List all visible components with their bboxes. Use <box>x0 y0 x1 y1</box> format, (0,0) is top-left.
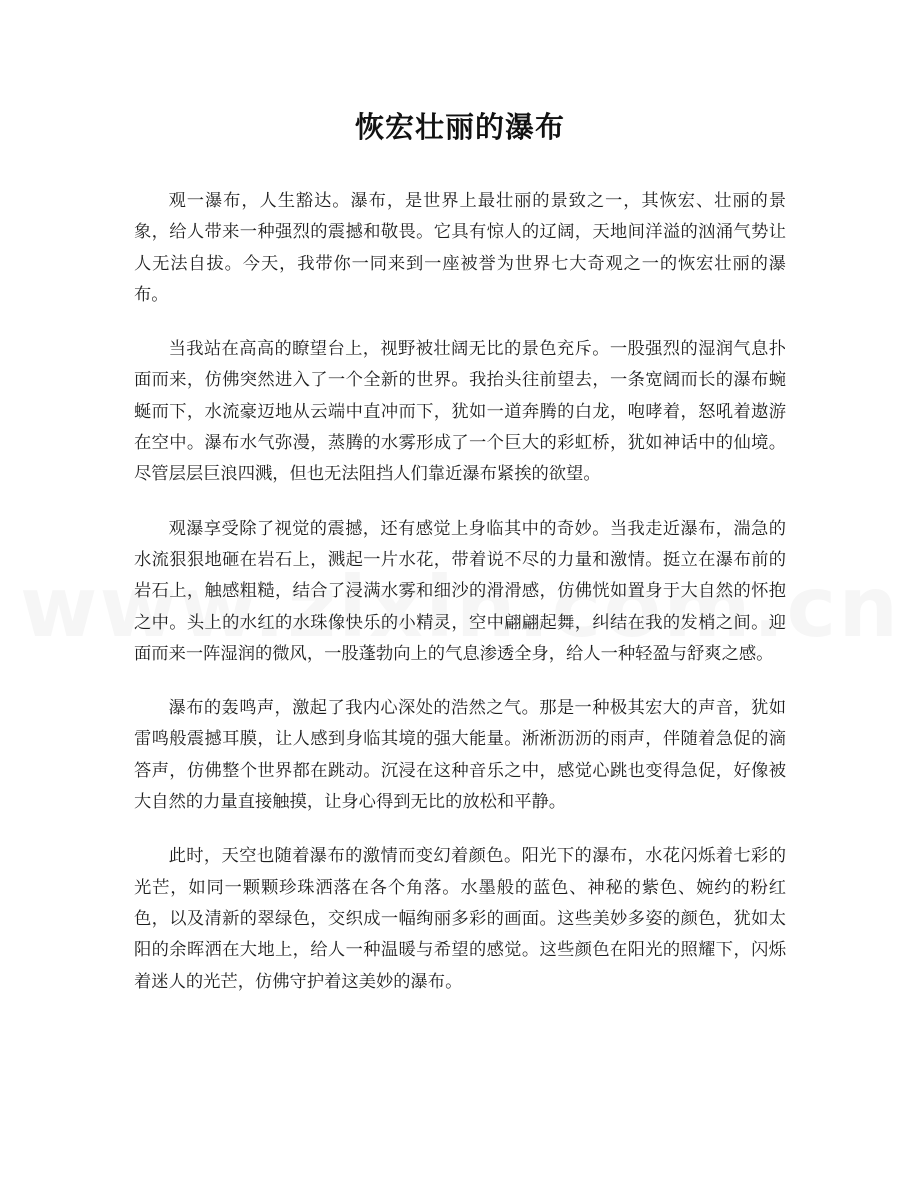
paragraph: 此时，天空也随着瀑布的激情而变幻着颜色。阳光下的瀑布，水花闪烁着七彩的光芒，如同一颗颗珍珠洒落在各个角落。水墨般的蓝色、神秘的紫色、婉约的粉红色，以及清新的翠绿色，交织成一幅绚丽多彩的画面。这些美妙多姿的颜色，犹如太阳的余晖洒在大地上，给人一种温暖与希望的感觉。这些颜色在阳光的照耀下，闪烁着迷人的光芒，仿佛守护着这美妙的瀑布。 <box>134 846 786 992</box>
paragraph: 瀑布的轰鸣声，激起了我内心深处的浩然之气。那是一种极其宏大的声音，犹如雷鸣般震撼耳膜，让人感到身临其境的强大能量。淅淅沥沥的雨声，伴随着急促的滴答声，仿佛整个世界都在跳动。沉浸在这种音乐之中，感觉心跳也变得急促，好像被大自然的力量直接触摸，让身心得到无比的放松和平静。 <box>134 698 786 813</box>
paragraph: 观一瀑布，人生豁达。瀑布，是世界上最壮丽的景致之一，其恢宏、壮丽的景象，给人带来一种强烈的震撼和敬畏。它具有惊人的辽阔，天地间洋溢的汹涌气势让人无法自拔。今天，我带你一同来到一座被誉为世界七大奇观之一的恢宏壮丽的瀑布。 <box>134 191 786 305</box>
document-title: 恢宏壮丽的瀑布 <box>354 110 565 144</box>
paragraph: 当我站在高高的瞭望台上，视野被壮阔无比的景色充斥。一股强烈的湿润气息扑面而来，仿佛突然进入了一个全新的世界。我抬头往前望去，一条宽阔而长的瀑布蜿蜒而下，水流豪迈地从云端中直冲而下，犹如一道奔腾的白龙，咆哮着，怒吼着遨游在空中。瀑布水气弥漫，蒸腾的水雾形成了一个巨大的彩虹桥，犹如神话中的仙境。尽管层层巨浪四溅，但也无法阻挡人们靠近瀑布紧挨的欲望。 <box>134 339 786 485</box>
paragraph: 观瀑享受除了视觉的震撼，还有感觉上身临其中的奇妙。当我走近瀑布，湍急的水流狠狠地砸在岩石上，溅起一片水花，带着说不尽的力量和激情。挺立在瀑布前的岩石上，触感粗糙，结合了浸满水雾和细沙的滑滑感，仿佛恍如置身于大自然的怀抱之中。头上的水红的水珠像快乐的小精灵，空中翩翩起舞，纠结在我的发梢之间。迎面而来一阵湿润的微风，一股蓬勃向上的气息渗透全身，给人一种轻盈与舒爽之感。 <box>134 518 786 664</box>
document-body <box>134 186 786 1021</box>
